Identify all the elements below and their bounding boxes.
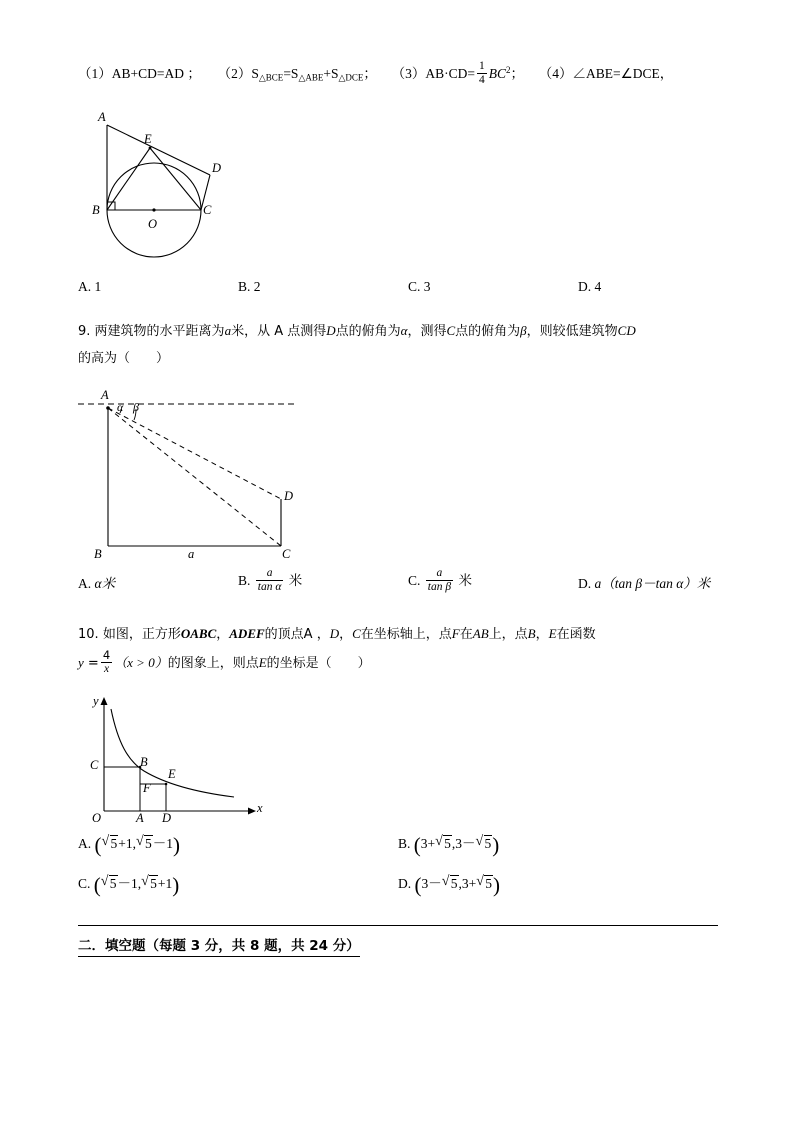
q9-text-a: 两建筑物的水平距离为 xyxy=(94,323,225,339)
q9-option-b-key: B. xyxy=(238,573,251,589)
q8-option-c-text: 3 xyxy=(423,278,431,294)
q10-text-i: 在函数 xyxy=(556,626,596,642)
q8-label-C: C xyxy=(203,202,212,217)
q10-label-D: D xyxy=(162,810,172,825)
q10-option-c-paren-open: ( xyxy=(93,872,101,897)
q10-option-d-paren-open: ( xyxy=(414,872,422,897)
q10-option-b-key: B. xyxy=(398,835,411,851)
section-two-wrapper xyxy=(78,925,718,957)
q9-label-D: D xyxy=(284,489,294,504)
q10-label-x: x xyxy=(257,800,263,815)
q8-label-O: O xyxy=(148,216,158,231)
q9-option-b-numerator: a xyxy=(266,567,273,580)
q8-option-d-text: 4 xyxy=(594,278,602,294)
q10-option-c-text: √ 5－1, √ 5+1 xyxy=(101,876,173,891)
q9-label-alpha: α xyxy=(117,400,124,415)
q10-option-d-text: 3－ √ 5,3+ √ 5 xyxy=(422,876,494,891)
q8-label-A: A xyxy=(98,109,106,124)
section-two-title: 二．填空题（每题 3 分，共 8 题，共 24 分） xyxy=(78,934,360,957)
q10-option-b[interactable] xyxy=(398,832,718,858)
q8-figure-svg xyxy=(82,105,302,275)
q10-option-c-paren-close: ) xyxy=(172,872,180,897)
q9-option-c-numerator: a xyxy=(436,567,443,580)
q10-text-tail: 的图象上，则点 xyxy=(167,656,259,672)
q8-statement xyxy=(78,60,718,89)
q9-option-c-fraction xyxy=(426,567,453,594)
q9-text-c: 点的俯角为 xyxy=(335,323,401,339)
q10-text-c: 的顶点A ， xyxy=(264,626,330,642)
q9-option-d-key: D. xyxy=(578,575,592,591)
q8-option-b[interactable] xyxy=(238,279,408,295)
q9-label-B: B xyxy=(94,547,102,562)
q9-option-d[interactable] xyxy=(578,572,718,592)
q10-option-a[interactable] xyxy=(78,832,398,858)
q9-label-C: C xyxy=(282,547,291,562)
q9-var-a: a xyxy=(224,322,232,338)
q10-text-e: 在坐标轴上，点 xyxy=(360,626,452,642)
q8-label-D: D xyxy=(212,160,222,175)
q9-option-b[interactable] xyxy=(238,568,408,595)
page-content xyxy=(78,60,718,957)
q9-option-b-denominator: tan α xyxy=(257,581,282,594)
q8-fraction-numerator: 1 xyxy=(479,60,485,73)
q10-text-g: 上，点 xyxy=(488,626,528,642)
q8-part-1: （1）AB+CD=AD ； xyxy=(78,66,201,81)
q8-option-a-text: 1 xyxy=(94,278,102,294)
q8-part-3-tail: BC xyxy=(488,66,507,81)
q8-label-B: B xyxy=(92,202,100,217)
q10-var-b: B xyxy=(527,625,536,641)
q10-option-a-sqrt2-val: 5 xyxy=(145,835,152,851)
q9-option-d-text: a（tan β－tan α）米 xyxy=(594,575,711,591)
q10-figure xyxy=(82,691,282,826)
q8-fraction-denominator: 4 xyxy=(479,74,485,87)
q9-var-beta: β xyxy=(520,322,527,338)
q10-option-b-text: 3+ √ 5,3－ √ 5 xyxy=(421,836,493,851)
q10-eq-y: y xyxy=(78,655,84,671)
q10-options-row1 xyxy=(78,832,718,858)
q8-option-d[interactable] xyxy=(578,279,718,295)
q8-part-2-sub3: △DCE xyxy=(338,72,364,83)
q8-part-3-end: ； xyxy=(510,66,525,81)
q9-option-a-text: α米 xyxy=(94,575,116,591)
q9-var-d: D xyxy=(326,322,336,338)
q9-figure xyxy=(68,386,338,566)
q10-option-c-key: C. xyxy=(78,875,91,891)
q10-label-B: B xyxy=(140,754,148,769)
q9-label-beta: β xyxy=(133,400,139,415)
q10-label-O: O xyxy=(92,810,102,825)
q9-var-alpha: α xyxy=(400,322,408,338)
q9-text-f: ，则较低建筑物 xyxy=(526,323,618,339)
q10-option-b-paren-close: ) xyxy=(492,832,500,857)
q10-label-F: F xyxy=(143,780,151,795)
q9-text-e: 点的俯角为 xyxy=(455,323,521,339)
q10-option-a-sqrt1-val: 5 xyxy=(110,835,118,851)
q10-option-a-sqrt2 xyxy=(136,835,153,852)
q10-statement xyxy=(78,620,718,679)
q10-options-row2 xyxy=(78,872,718,898)
q8-part-2-sub2: △ABE xyxy=(298,72,324,83)
q10-label-C: C xyxy=(90,757,99,772)
q10-text-b: ， xyxy=(216,626,230,642)
q9-text-line2: 的高为（ ） xyxy=(78,350,170,366)
q10-option-a-key: A. xyxy=(78,835,92,851)
q10-var-adef: ADEF xyxy=(229,625,265,641)
q9-option-b-fraction xyxy=(256,567,284,594)
q10-figure-svg xyxy=(82,691,282,826)
q8-figure xyxy=(82,105,302,275)
q9-label-A: A xyxy=(101,388,109,403)
q10-text-h: ， xyxy=(535,626,549,642)
q10-option-a-sqrt1 xyxy=(102,835,119,852)
q10-var-f: F xyxy=(451,625,460,641)
q8-option-b-text: 2 xyxy=(253,278,261,294)
q10-text-f: 在 xyxy=(459,626,473,642)
q9-statement xyxy=(78,317,718,373)
q10-eq-numerator: 4 xyxy=(102,648,111,663)
q9-figure-svg xyxy=(68,386,338,566)
q8-part-2-plus: +S xyxy=(323,66,339,81)
q10-option-d-key: D. xyxy=(398,875,412,891)
q10-option-a-tail: －1 xyxy=(152,835,173,851)
q10-var-oabc: OABC xyxy=(180,625,217,641)
q9-var-c: C xyxy=(446,322,456,338)
q8-label-E: E xyxy=(144,131,152,146)
q10-eq-denominator: x xyxy=(101,662,112,676)
q10-eq-equals: = xyxy=(87,656,99,672)
q9-option-a[interactable] xyxy=(78,572,238,592)
q10-text-a: 如图，正方形 xyxy=(102,626,181,642)
q10-eq-condition: （x > 0） xyxy=(114,655,168,671)
q10-option-a-mid: +1, xyxy=(118,835,136,851)
q8-part-3-sup: 2 xyxy=(506,65,511,76)
q8-option-a-key: A. xyxy=(78,278,92,294)
q9-number: 9. xyxy=(78,323,91,339)
q8-option-c[interactable] xyxy=(408,279,578,295)
q9-option-a-key: A. xyxy=(78,575,92,591)
q9-var-cd: CD xyxy=(617,322,636,338)
q10-var-e: E xyxy=(548,625,557,641)
q9-option-c-unit: 米 xyxy=(458,573,472,589)
q8-part-2-eq: =S xyxy=(283,66,299,81)
q8-options xyxy=(78,279,718,295)
q8-part-4: （4）∠ABE=∠DCE， xyxy=(538,66,674,81)
q10-number: 10. xyxy=(78,626,99,642)
q9-option-c-denominator: tan β xyxy=(427,581,452,594)
q10-label-y: y xyxy=(93,693,99,708)
q10-eq-fraction xyxy=(101,649,112,676)
q9-text-d: ，测得 xyxy=(407,323,447,339)
q8-option-c-key: C. xyxy=(408,278,421,294)
q10-var-e2: E xyxy=(258,655,267,671)
q10-text-d: ， xyxy=(339,626,353,642)
q10-var-c: C xyxy=(352,625,361,641)
q8-part-2-end: ； xyxy=(363,66,377,81)
q8-fraction xyxy=(477,60,487,87)
q9-option-c[interactable] xyxy=(408,568,578,595)
q10-option-d-paren-close: ) xyxy=(493,872,500,897)
q8-part-3: （3）AB·CD= xyxy=(391,66,476,81)
q10-option-a-paren-close: ) xyxy=(173,832,180,857)
q8-option-d-key: D. xyxy=(578,278,592,294)
q9-text-b: 米，从 A 点测得 xyxy=(231,323,327,339)
q8-option-b-key: B. xyxy=(238,278,251,294)
q10-var-ab: AB xyxy=(472,625,489,641)
q10-label-E: E xyxy=(168,766,176,781)
q10-option-c[interactable] xyxy=(78,872,398,898)
q9-option-b-unit: 米 xyxy=(288,573,303,589)
q9-options xyxy=(78,568,718,595)
q10-text-end: 的坐标是（ ） xyxy=(266,656,371,672)
q8-part-2: （2）S xyxy=(217,66,259,81)
q8-part-2-sub: △BCE xyxy=(258,72,284,83)
q10-label-A: A xyxy=(136,810,144,825)
q9-option-c-key: C. xyxy=(408,573,421,589)
q10-option-b-paren-open: ( xyxy=(413,832,421,857)
q10-option-d[interactable] xyxy=(398,872,718,898)
q8-option-a[interactable] xyxy=(78,279,238,295)
q9-label-a: a xyxy=(188,547,195,562)
q10-option-a-paren-open: ( xyxy=(94,832,102,857)
q10-var-d: D xyxy=(329,625,340,641)
